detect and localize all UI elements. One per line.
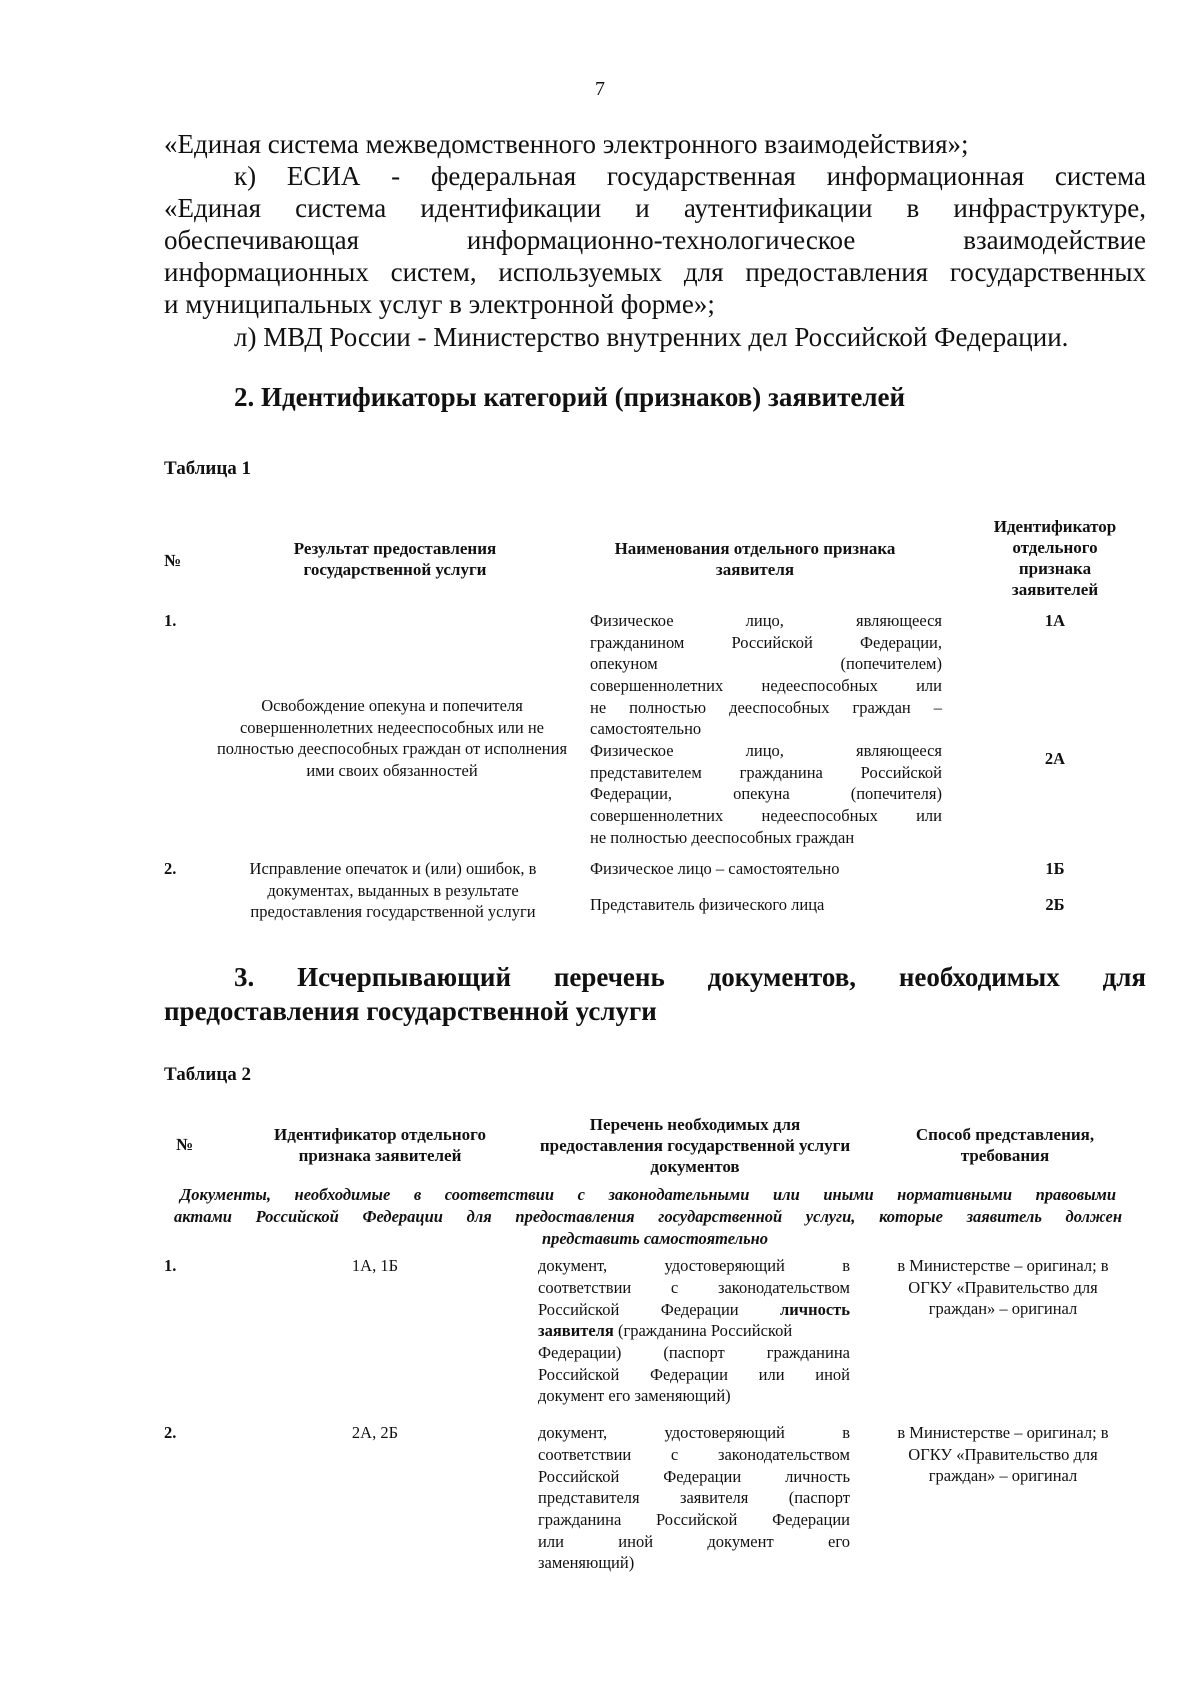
table-2-row-2-num: 2. <box>164 1423 177 1442</box>
table-1-row-1-num: 1. <box>164 611 177 630</box>
item-2B-id: 2Б <box>1045 895 1065 914</box>
section-3-heading-line-2: предоставления государственной услуги <box>164 996 657 1026</box>
row-1-doc-line-6: Российской Федерации или иной <box>538 1365 850 1384</box>
item-k-line-5: и муниципальных услуг в электронной форме»; <box>164 289 715 319</box>
item-1A-line-1: Физическое лицо, являющееся <box>590 611 942 630</box>
item-1B-text: Физическое лицо – самостоятельно <box>590 859 840 878</box>
table-1-row-1-result: Освобождение опекуна и попечителя совершеннолетних недееспособных или не полностью дееспособных граждан от исполнения ими своих обязанностей <box>216 696 568 780</box>
table-1-row-2-result: Исправление опечаток и (или) ошибок, в документах, выданных в результате предоставления государственной услуги <box>249 859 537 922</box>
section-3-heading-line-1: 3. Исчерпывающий перечень документов, необходимых для <box>234 962 1146 992</box>
item-2A-line-3: Федерации, опекуна (попечителя) <box>590 784 942 803</box>
item-2A-id: 2А <box>1044 749 1066 768</box>
table-2-subheader-line-3: представить самостоятельно <box>541 1229 769 1248</box>
table-2-row-1-num: 1. <box>164 1256 177 1275</box>
row-1-doc-line-2: соответствии с законодательством <box>538 1278 850 1297</box>
item-1A-line-2: гражданином Российской Федерации, <box>590 633 942 652</box>
table-2-row-2-id: 2А, 2Б <box>351 1423 399 1442</box>
item-2B-text: Представитель физического лица <box>590 895 825 914</box>
row-2-doc-line-6: или иной документ его <box>538 1532 850 1551</box>
table-2-row-1-method: в Министерстве – оригинал; в ОГКУ «Правительство для граждан» – оригинал <box>897 1256 1109 1319</box>
table-2-row-1-id: 1А, 1Б <box>351 1256 399 1275</box>
row-1-doc-line-3: Российской Федерации личность <box>538 1300 850 1319</box>
table-2-caption: Таблица 2 <box>164 1064 252 1085</box>
row-1-doc-line-7: документ его заменяющий) <box>538 1386 731 1405</box>
table-2-subheader-line-2: актами Российской Федерации для предоставления государственной услуги, которые заявитель должен <box>174 1207 1122 1226</box>
item-k-line-4: информационных систем, используемых для предоставления государственных <box>164 257 1146 287</box>
item-l: л) МВД России - Министерство внутренних дел Российской Федерации. <box>234 322 1069 352</box>
item-1B-id: 1Б <box>1045 859 1065 878</box>
item-2A-line-1: Физическое лицо, являющееся <box>590 741 942 760</box>
row-2-doc-line-1: документ, удостоверяющий в <box>538 1423 850 1442</box>
row-1-doc-line-5: Федерации) (паспорт гражданина <box>538 1343 850 1362</box>
table-1-row-2-num: 2. <box>164 859 177 878</box>
table-2-header-list: Перечень необходимых для предоставления государственной услуги документов <box>539 1115 851 1176</box>
table-2-header-num: № <box>176 1135 194 1154</box>
row-2-doc-line-3: Российской Федерации личность <box>538 1467 850 1486</box>
page-number: 7 <box>595 78 605 100</box>
item-2A-line-4: совершеннолетних недееспособных или <box>590 806 942 825</box>
row-2-doc-line-4: представителя заявителя (паспорт <box>538 1488 850 1507</box>
row-1-doc-line-1: документ, удостоверяющий в <box>538 1256 850 1275</box>
item-1A-line-6: самостоятельно <box>590 719 702 738</box>
table-2-header-id: Идентификатор отдельного признака заявителей <box>274 1125 486 1165</box>
table-2-subheader-line-1: Документы, необходимые в соответствии с законодательными или иными нормативными правовыми <box>180 1185 1116 1204</box>
item-1A-line-4: совершеннолетних недееспособных или <box>590 676 942 695</box>
item-1A-line-3: опекуном (попечителем) <box>590 654 942 673</box>
table-1-header-result: Результат предоставления государственной услуги <box>293 539 497 579</box>
table-1-header-id: Идентификатор отдельного признака заявителей <box>993 517 1117 599</box>
section-2-heading: 2. Идентификаторы категорий (признаков) заявителей <box>234 382 906 412</box>
table-2-row-2-method: в Министерстве – оригинал; в ОГКУ «Правительство для граждан» – оригинал <box>897 1423 1109 1486</box>
item-k-line-2: «Единая система идентификации и аутентификации в инфраструктуре, <box>164 193 1146 223</box>
row-2-doc-line-7: заменяющий) <box>538 1553 635 1572</box>
intro-line-1: «Единая система межведомственного электронного взаимодействия»; <box>164 129 969 159</box>
table-1-header-name: Наименования отдельного признака заявителя <box>614 539 896 579</box>
table-2-header-method: Способ представления, требования <box>915 1125 1095 1165</box>
table-1-header-num: № <box>164 551 182 570</box>
item-1A-id: 1А <box>1044 611 1066 630</box>
row-1-doc-line-4: заявителя (гражданина Российской <box>538 1321 793 1340</box>
item-2A-line-2: представителем гражданина Российской <box>590 763 942 782</box>
item-k-line-3: обеспечивающая информационно-технологическое взаимодействие <box>164 225 1146 255</box>
row-2-doc-line-5: гражданина Российской Федерации <box>538 1510 850 1529</box>
item-2A-line-5: не полностью дееспособных граждан <box>590 828 855 847</box>
item-k-line-1: к) ЕСИА - федеральная государственная информационная система <box>234 161 1146 191</box>
row-2-doc-line-2: соответствии с законодательством <box>538 1445 850 1464</box>
table-1-caption: Таблица 1 <box>164 458 252 479</box>
item-1A-line-5: не полностью дееспособных граждан – <box>590 698 942 717</box>
